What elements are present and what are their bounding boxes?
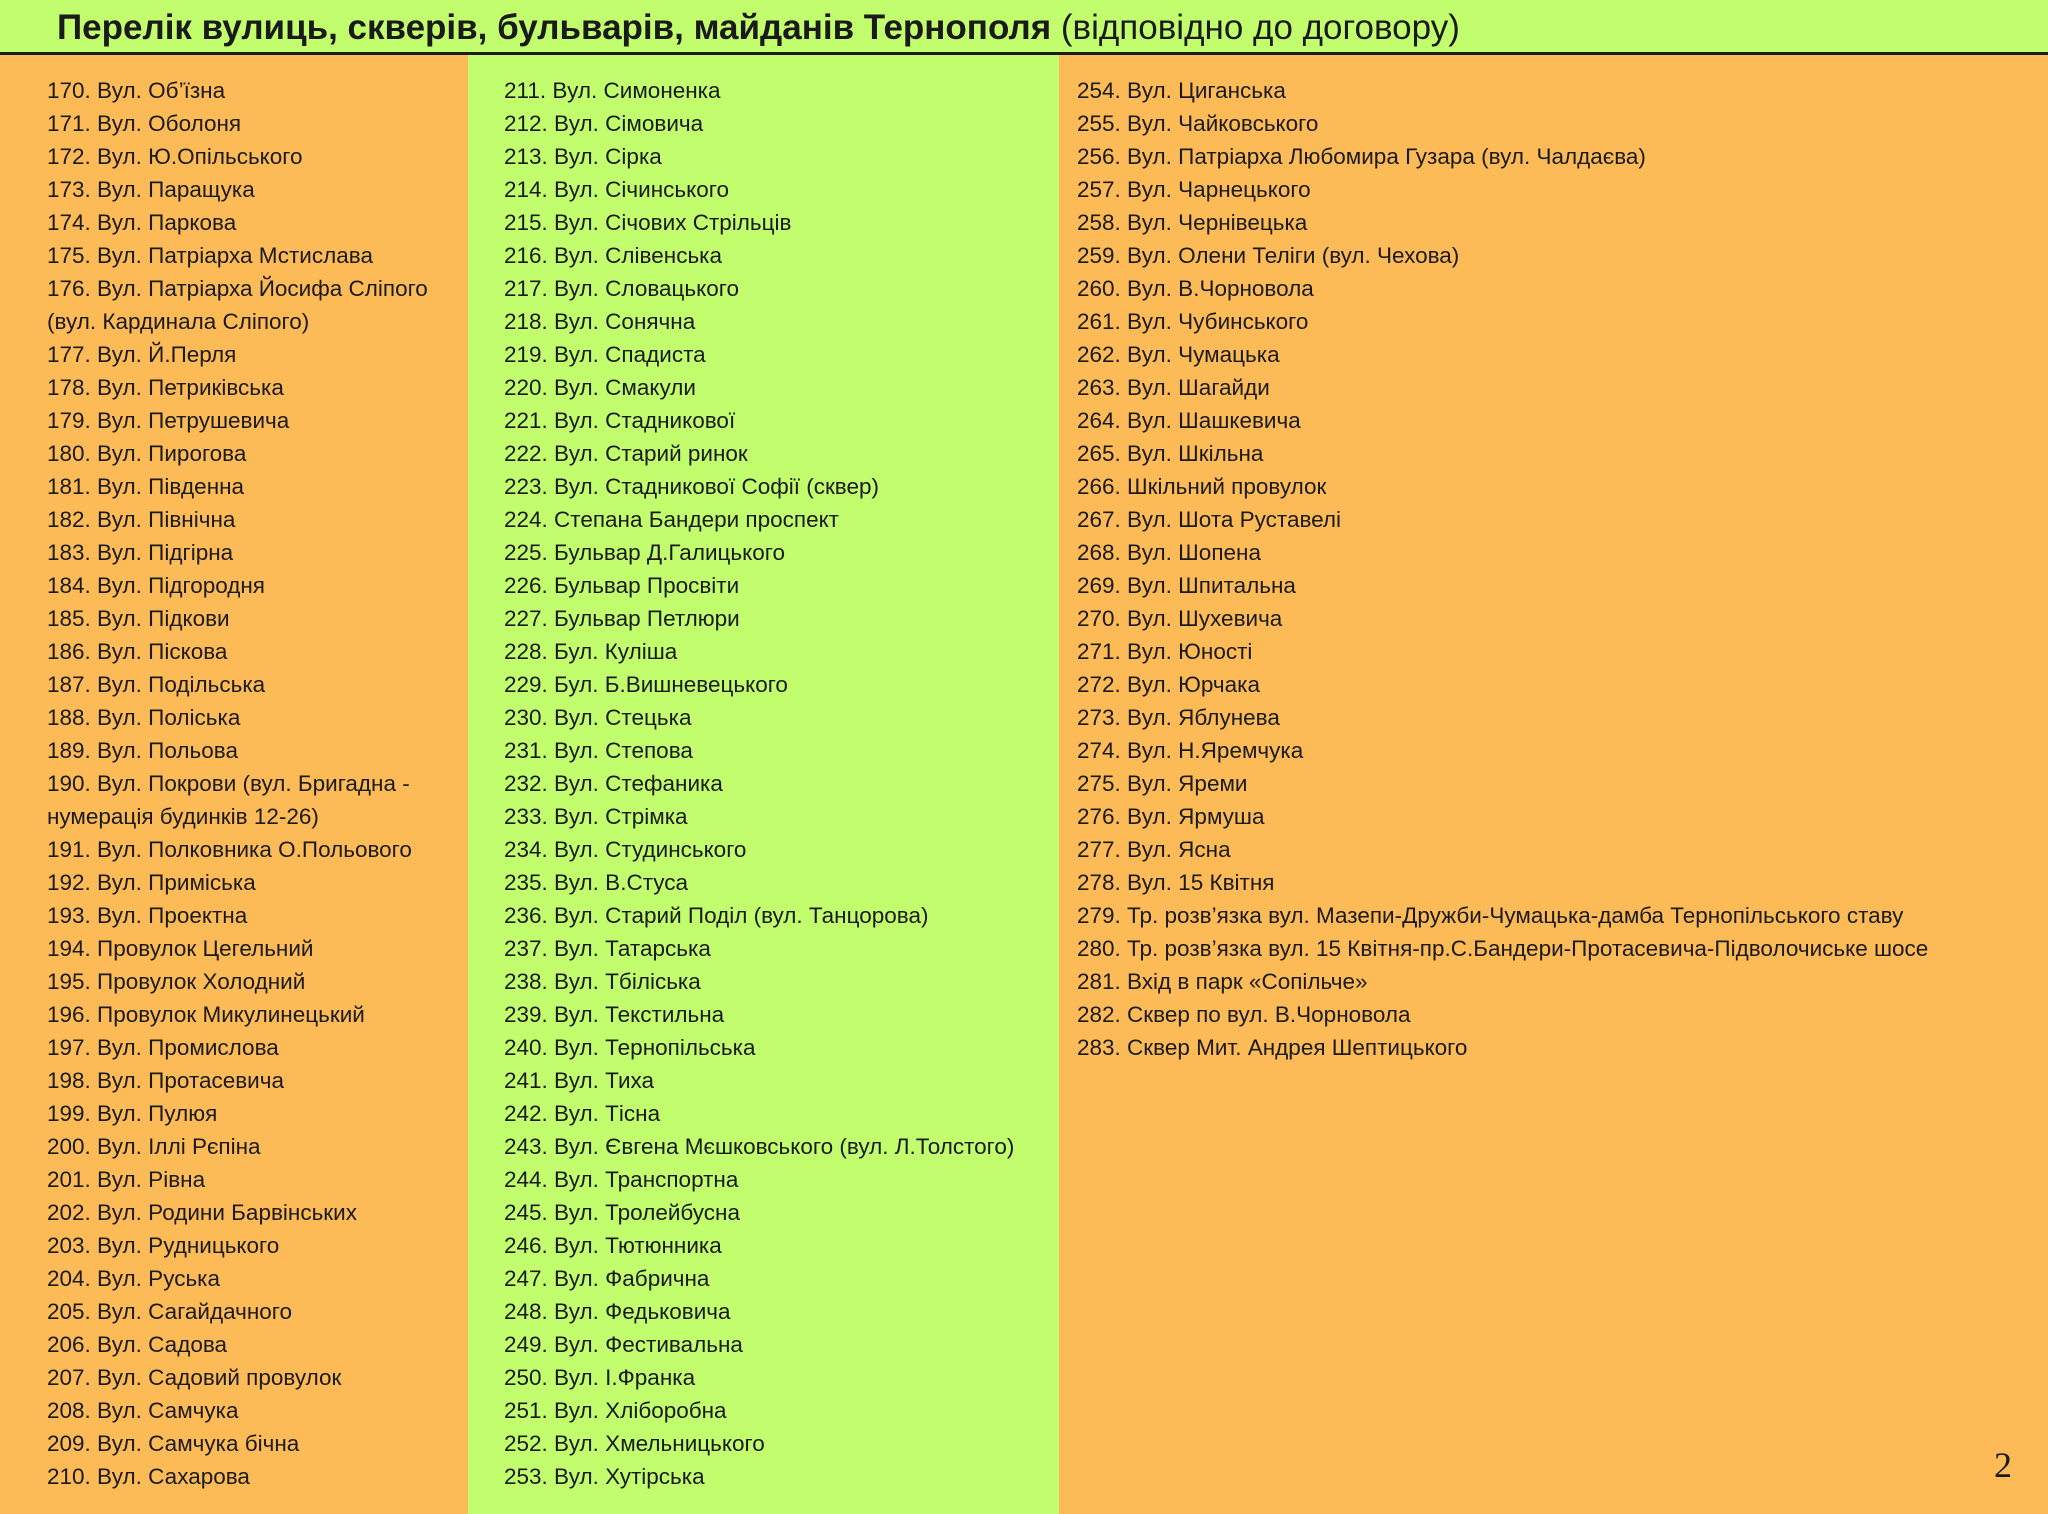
street-item: 212. Вул. Сімовича [504, 111, 704, 136]
street-item: 234. Вул. Студинського [504, 837, 747, 862]
street-item: 277. Вул. Ясна [1077, 837, 1231, 862]
street-item: 207. Вул. Садовий провулок [47, 1365, 342, 1390]
page-number: 2 [1994, 1445, 2012, 1485]
street-item: 217. Вул. Словацького [504, 276, 739, 301]
street-item: 272. Вул. Юрчака [1077, 672, 1261, 697]
street-item: 196. Провулок Микулинецький [47, 1002, 365, 1027]
street-item: 193. Вул. Проектна [47, 903, 248, 928]
street-item: 237. Вул. Татарська [504, 936, 711, 961]
street-item: 282. Сквер по вул. В.Чорновола [1077, 1002, 1411, 1027]
street-item: 240. Вул. Тернопільська [504, 1035, 756, 1060]
street-list-3 [1077, 74, 2037, 1064]
street-item: 221. Вул. Стадникової [504, 408, 736, 433]
street-column-1 [0, 55, 468, 1514]
street-item: 171. Вул. Оболоня [47, 111, 242, 136]
street-item: 249. Вул. Фестивальна [504, 1332, 743, 1357]
street-item: 211. Вул. Симоненка [504, 78, 721, 103]
street-item: 270. Вул. Шухевича [1077, 606, 1283, 631]
street-item: 239. Вул. Текстильна [504, 1002, 725, 1027]
street-item: 186. Вул. Піскова [47, 639, 228, 664]
street-item: 223. Вул. Стадникової Софії (сквер) [504, 474, 880, 499]
street-item: 189. Вул. Польова [47, 738, 238, 763]
street-item: 280. Тр. розв’язка вул. 15 Квітня-пр.С.Бандери-Протасевича-Підволочиське шосе [1077, 936, 1929, 961]
street-item: 273. Вул. Яблунева [1077, 705, 1280, 730]
street-item: 225. Бульвар Д.Галицького [504, 540, 785, 565]
street-item: 170. Вул. Об’їзна [47, 78, 226, 103]
street-item: 205. Вул. Сагайдачного [47, 1299, 293, 1324]
street-list-2 [504, 74, 1054, 1493]
street-item: 261. Вул. Чубинського [1077, 309, 1309, 334]
street-item: 244. Вул. Транспортна [504, 1167, 739, 1192]
street-item: 190. Вул. Покрови (вул. Бригадна - [47, 771, 410, 796]
street-item: 253. Вул. Хутірська [504, 1464, 705, 1489]
street-item: 185. Вул. Підкови [47, 606, 230, 631]
street-item: 267. Вул. Шота Руставелі [1077, 507, 1342, 532]
street-item: 229. Бул. Б.Вишневецького [504, 672, 788, 697]
street-item: 228. Бул. Куліша [504, 639, 678, 664]
street-item: 213. Вул. Сірка [504, 144, 662, 169]
street-item: 252. Вул. Хмельницького [504, 1431, 765, 1456]
street-column-3 [1059, 55, 2048, 1514]
street-item: 271. Вул. Юності [1077, 639, 1253, 664]
street-item: 178. Вул. Петриківська [47, 375, 284, 400]
street-item: нумерація будинків 12-26) [47, 804, 319, 829]
street-item: 254. Вул. Циганська [1077, 78, 1286, 103]
street-item: 175. Вул. Патріарха Мстислава [47, 243, 373, 268]
street-item: (вул. Кардинала Сліпого) [47, 309, 310, 334]
street-item: 174. Вул. Паркова [47, 210, 237, 235]
street-item: 202. Вул. Родини Барвінських [47, 1200, 357, 1225]
street-item: 183. Вул. Підгірна [47, 540, 234, 565]
street-item: 197. Вул. Промислова [47, 1035, 279, 1060]
street-item: 194. Провулок Цегельний [47, 936, 314, 961]
street-item: 218. Вул. Сонячна [504, 309, 696, 334]
street-item: 181. Вул. Південна [47, 474, 245, 499]
street-item: 263. Вул. Шагайди [1077, 375, 1270, 400]
street-item: 216. Вул. Слівенська [504, 243, 723, 268]
street-item: 260. Вул. В.Чорновола [1077, 276, 1314, 301]
street-item: 184. Вул. Підгородня [47, 573, 265, 598]
title-normal: (відповідно до договору) [1051, 8, 1460, 47]
street-item: 262. Вул. Чумацька [1077, 342, 1280, 367]
street-item: 201. Вул. Рівна [47, 1167, 206, 1192]
street-item: 231. Вул. Степова [504, 738, 693, 763]
street-item: 238. Вул. Тбіліська [504, 969, 701, 994]
street-item: 264. Вул. Шашкевича [1077, 408, 1301, 433]
street-item: 182. Вул. Північна [47, 507, 236, 532]
street-item: 255. Вул. Чайковського [1077, 111, 1319, 136]
street-item: 220. Вул. Смакули [504, 375, 696, 400]
street-item: 195. Провулок Холодний [47, 969, 306, 994]
street-item: 173. Вул. Паращука [47, 177, 255, 202]
street-item: 257. Вул. Чарнецького [1077, 177, 1311, 202]
street-item: 210. Вул. Сахарова [47, 1464, 250, 1489]
street-item: 274. Вул. Н.Яремчука [1077, 738, 1304, 763]
street-item: 230. Вул. Стецька [504, 705, 692, 730]
street-item: 176. Вул. Патріарха Йосифа Сліпого [47, 276, 428, 301]
street-item: 251. Вул. Хліборобна [504, 1398, 727, 1423]
street-item: 200. Вул. Іллі Рєпіна [47, 1134, 261, 1159]
street-item: 191. Вул. Полковника О.Польового [47, 837, 412, 862]
street-item: 275. Вул. Яреми [1077, 771, 1248, 796]
street-item: 256. Вул. Патріарха Любомира Гузара (вул. Чалдаєва) [1077, 144, 1646, 169]
street-item: 242. Вул. Тісна [504, 1101, 661, 1126]
street-item: 266. Шкільний провулок [1077, 474, 1327, 499]
street-item: 236. Вул. Старий Поділ (вул. Танцорова) [504, 903, 929, 928]
street-item: 224. Степана Бандери проспект [504, 507, 839, 532]
street-item: 227. Бульвар Петлюри [504, 606, 740, 631]
street-item: 206. Вул. Садова [47, 1332, 228, 1357]
street-item: 188. Вул. Поліська [47, 705, 241, 730]
street-item: 247. Вул. Фабрична [504, 1266, 710, 1291]
street-item: 243. Вул. Євгена Мєшковського (вул. Л.Толстого) [504, 1134, 1015, 1159]
title-bold: Перелік вулиць, скверів, бульварів, майданів Тернополя [57, 8, 1052, 47]
street-item: 209. Вул. Самчука бічна [47, 1431, 300, 1456]
street-item: 245. Вул. Тролейбусна [504, 1200, 740, 1225]
street-item: 172. Вул. Ю.Опільського [47, 144, 303, 169]
street-item: 276. Вул. Ярмуша [1077, 804, 1265, 829]
street-item: 226. Бульвар Просвіти [504, 573, 740, 598]
street-item: 204. Вул. Руська [47, 1266, 221, 1291]
street-item: 269. Вул. Шпитальна [1077, 573, 1296, 598]
street-item: 198. Вул. Протасевича [47, 1068, 284, 1093]
street-item: 279. Тр. розв’язка вул. Мазепи-Дружби-Чумацька-дамба Тернопільського ставу [1077, 903, 1904, 928]
street-item: 250. Вул. І.Франка [504, 1365, 696, 1390]
street-item: 208. Вул. Самчука [47, 1398, 239, 1423]
street-item: 241. Вул. Тиха [504, 1068, 655, 1093]
street-item: 283. Сквер Мит. Андрея Шептицького [1077, 1035, 1468, 1060]
street-item: 258. Вул. Чернівецька [1077, 210, 1308, 235]
street-item: 259. Вул. Олени Теліги (вул. Чехова) [1077, 243, 1460, 268]
street-item: 232. Вул. Стефаника [504, 771, 723, 796]
street-item: 268. Вул. Шопена [1077, 540, 1261, 565]
street-item: 187. Вул. Подільська [47, 672, 266, 697]
street-item: 248. Вул. Федьковича [504, 1299, 731, 1324]
street-item: 215. Вул. Січових Стрільців [504, 210, 792, 235]
street-item: 192. Вул. Приміська [47, 870, 256, 895]
street-item: 180. Вул. Пирогова [47, 441, 247, 466]
street-item: 219. Вул. Спадиста [504, 342, 706, 367]
street-item: 179. Вул. Петрушевича [47, 408, 290, 433]
street-item: 235. Вул. В.Стуса [504, 870, 689, 895]
street-item: 281. Вхід в парк «Сопільче» [1077, 969, 1368, 994]
street-item: 246. Вул. Тютюнника [504, 1233, 722, 1258]
street-list-1 [47, 74, 467, 1493]
page-title [57, 8, 1460, 48]
street-item: 233. Вул. Стрімка [504, 804, 688, 829]
street-column-2 [468, 55, 1059, 1514]
street-item: 177. Вул. Й.Перля [47, 342, 237, 367]
street-item: 199. Вул. Пулюя [47, 1101, 218, 1126]
street-item: 278. Вул. 15 Квітня [1077, 870, 1275, 895]
street-item: 222. Вул. Старий ринок [504, 441, 748, 466]
page-header [0, 0, 2048, 55]
street-item: 203. Вул. Рудницького [47, 1233, 280, 1258]
street-item: 265. Вул. Шкільна [1077, 441, 1264, 466]
street-item: 214. Вул. Січинського [504, 177, 729, 202]
